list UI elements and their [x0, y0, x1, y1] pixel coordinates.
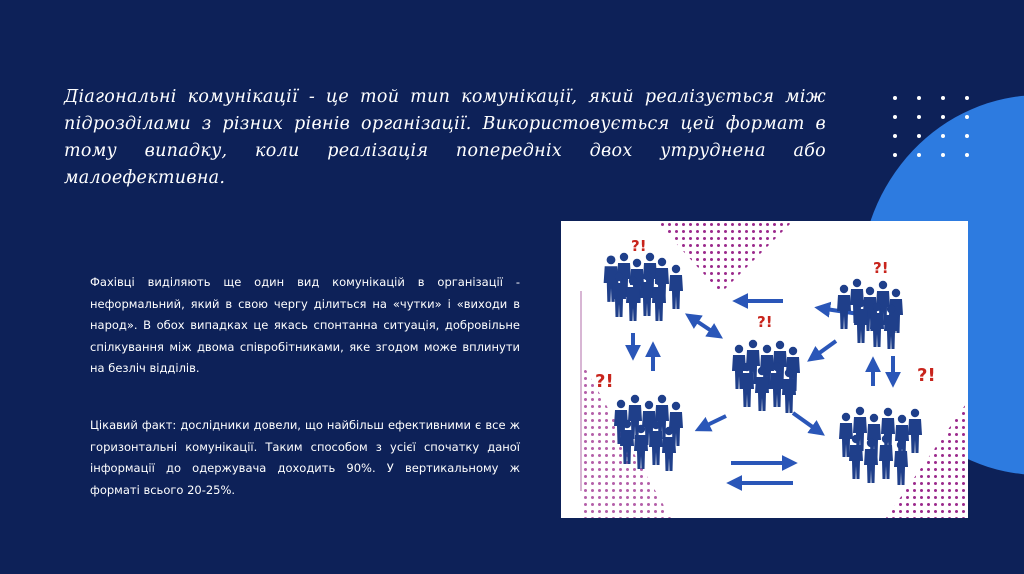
group-top-right: [837, 279, 903, 349]
mark-top-right: ?!: [873, 259, 889, 277]
mark-bottom-right: ?!: [917, 365, 936, 386]
paragraph-interesting-fact: Цікавий факт: дослідники довели, що найбільш ефективними є все ж горизонтальні комунікації. Таким способом з усієї спочатку даної інформації до одержувача доходить 90%. У вертикальному ж форматі всього 20-25%.: [90, 418, 520, 497]
mark-top-left: ?!: [631, 237, 647, 255]
decorative-dot-grid: [893, 96, 970, 157]
group-top-left: [604, 253, 683, 321]
mark-center: ?!: [757, 313, 773, 331]
mark-bottom-left: ?!: [595, 371, 614, 392]
paragraph-informal-communication: Фахівці виділяють ще один вид комунікацій в організації - неформальний, який в свою чергу ділиться на «чутки» і «виходи в народ». В обох випадках це якась спонтанна ситуація, добровільне спілкування між двома співробітниками, яке згодом може вплинути на безліч відділів.: [90, 275, 520, 375]
communication-illustration: [561, 221, 968, 518]
group-bottom-right: [839, 407, 922, 485]
slide-heading: Діагональні комунікації - це той тип комунікації, який реалізується між підрозділами з різних рівнів організації. Використовується цей формат в тому випадку, коли реалізація попередніх двох утруднена або малоефективна.: [64, 87, 826, 188]
group-bottom-left: [614, 395, 683, 471]
group-center: [732, 340, 800, 413]
